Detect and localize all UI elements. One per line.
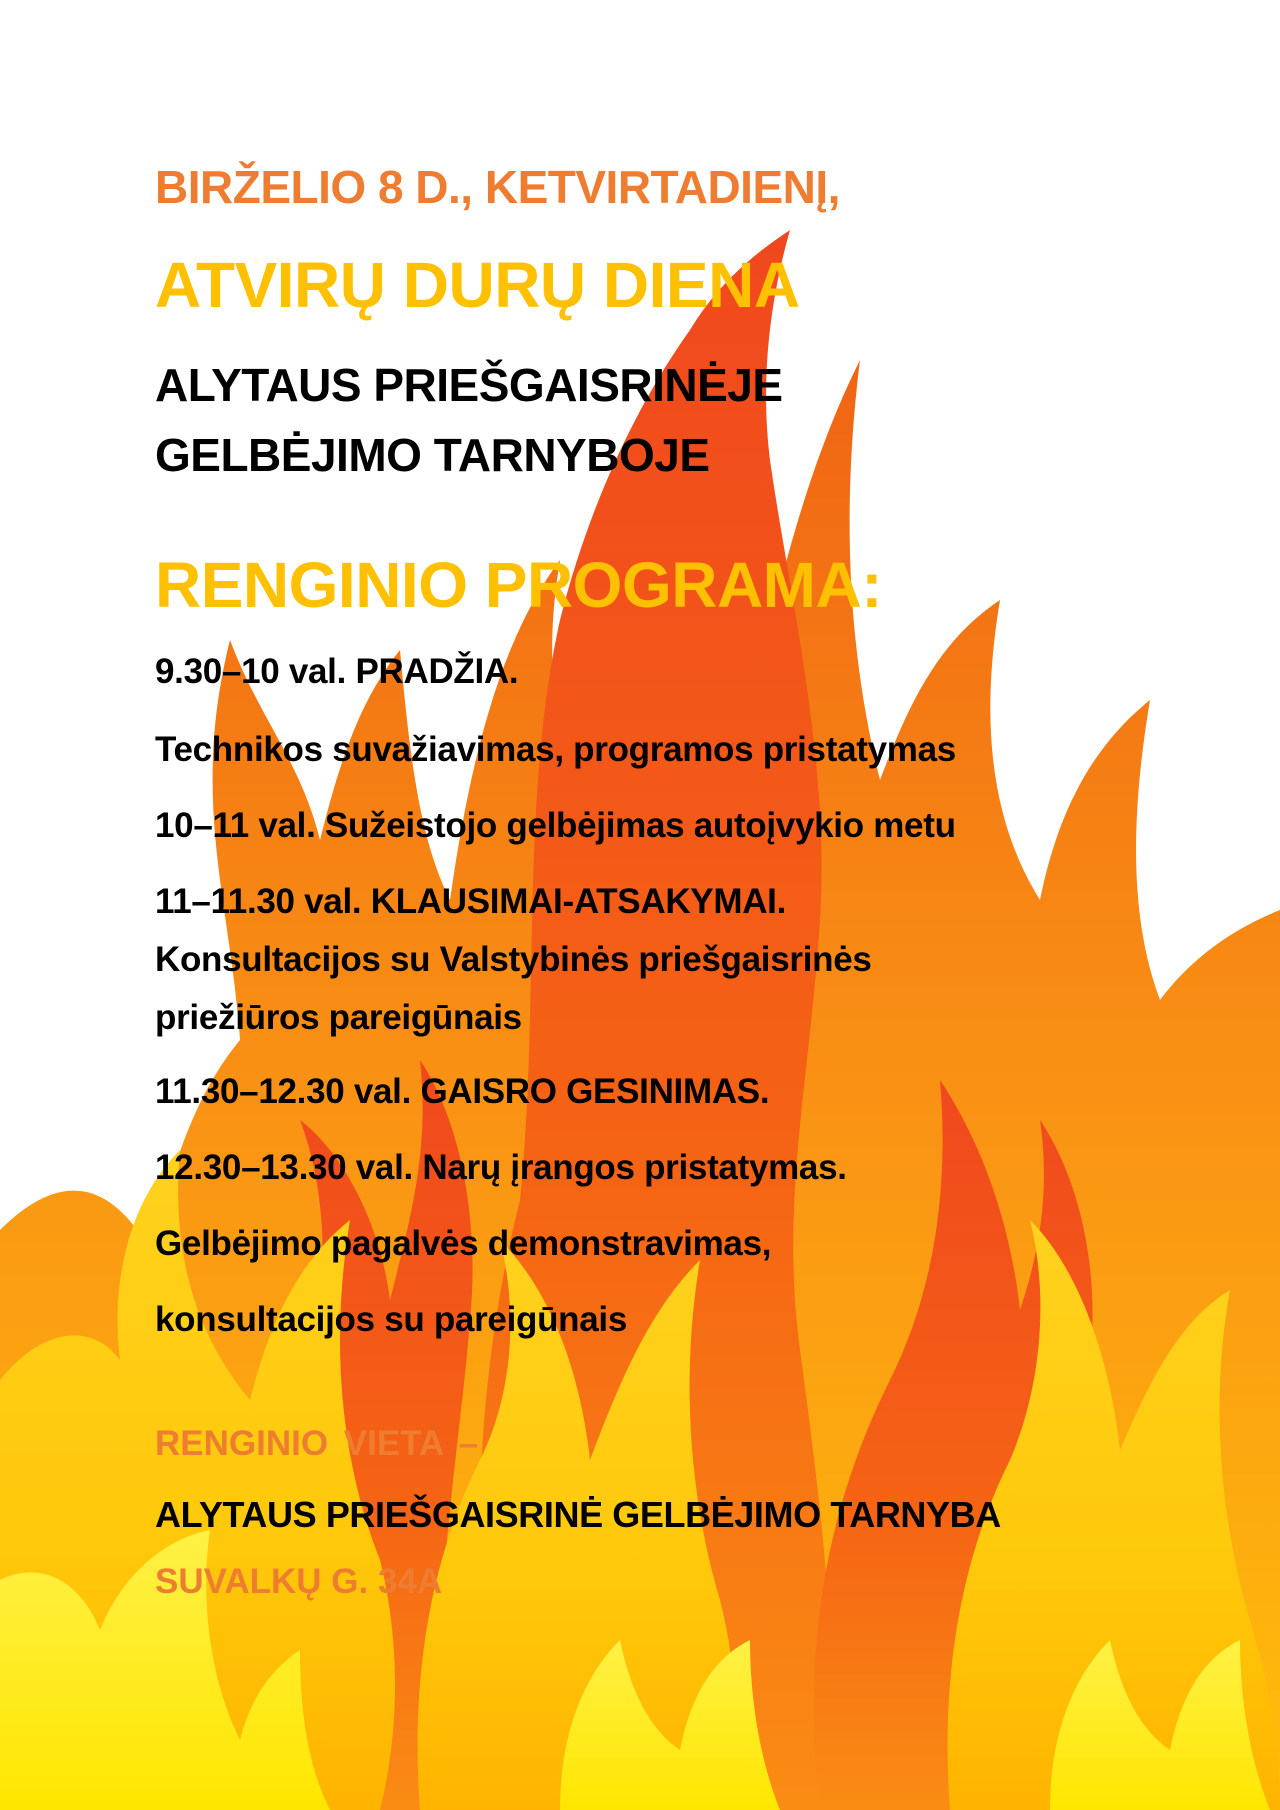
program-line: 11–11.30 val. KLAUSIMAI-ATSAKYMAI. bbox=[155, 882, 787, 921]
program-line: priežiūros pareigūnais bbox=[155, 998, 522, 1037]
program-line: 9.30–10 val. PRADŽIA. bbox=[155, 652, 519, 691]
program-line: Gelbėjimo pagalvės demonstravimas, bbox=[155, 1224, 772, 1263]
program-line: 11.30–12.30 val. GAISRO GESINIMAS. bbox=[155, 1072, 770, 1111]
venue-name: ALYTAUS PRIEŠGAISRINĖ GELBĖJIMO TARNYBA bbox=[155, 1494, 1001, 1535]
program-line: konsultacijos su pareigūnais bbox=[155, 1300, 628, 1339]
venue-label: RENGINIO VIETA – bbox=[155, 1424, 479, 1463]
organization-line-1: ALYTAUS PRIEŠGAISRINĖJE bbox=[155, 359, 783, 411]
program-line: 12.30–13.30 val. Narų įrangos pristatymas. bbox=[155, 1148, 847, 1187]
venue-address: SUVALKŲ G. 34A bbox=[155, 1562, 443, 1601]
program-line: Konsultacijos su Valstybinės priešgaisrinės bbox=[155, 940, 872, 979]
organization-line-2: GELBĖJIMO TARNYBOJE bbox=[155, 429, 710, 481]
program-line: Technikos suvažiavimas, programos pristatymas bbox=[155, 730, 956, 769]
event-date: BIRŽELIO 8 D., KETVIRTADIENĮ, bbox=[155, 161, 840, 213]
program-line: 10–11 val. Sužeistojo gelbėjimas autoįvykio metu bbox=[155, 806, 956, 845]
event-headline: ATVIRŲ DURŲ DIENA bbox=[155, 249, 800, 321]
program-title: RENGINIO PROGRAMA: bbox=[155, 549, 882, 621]
